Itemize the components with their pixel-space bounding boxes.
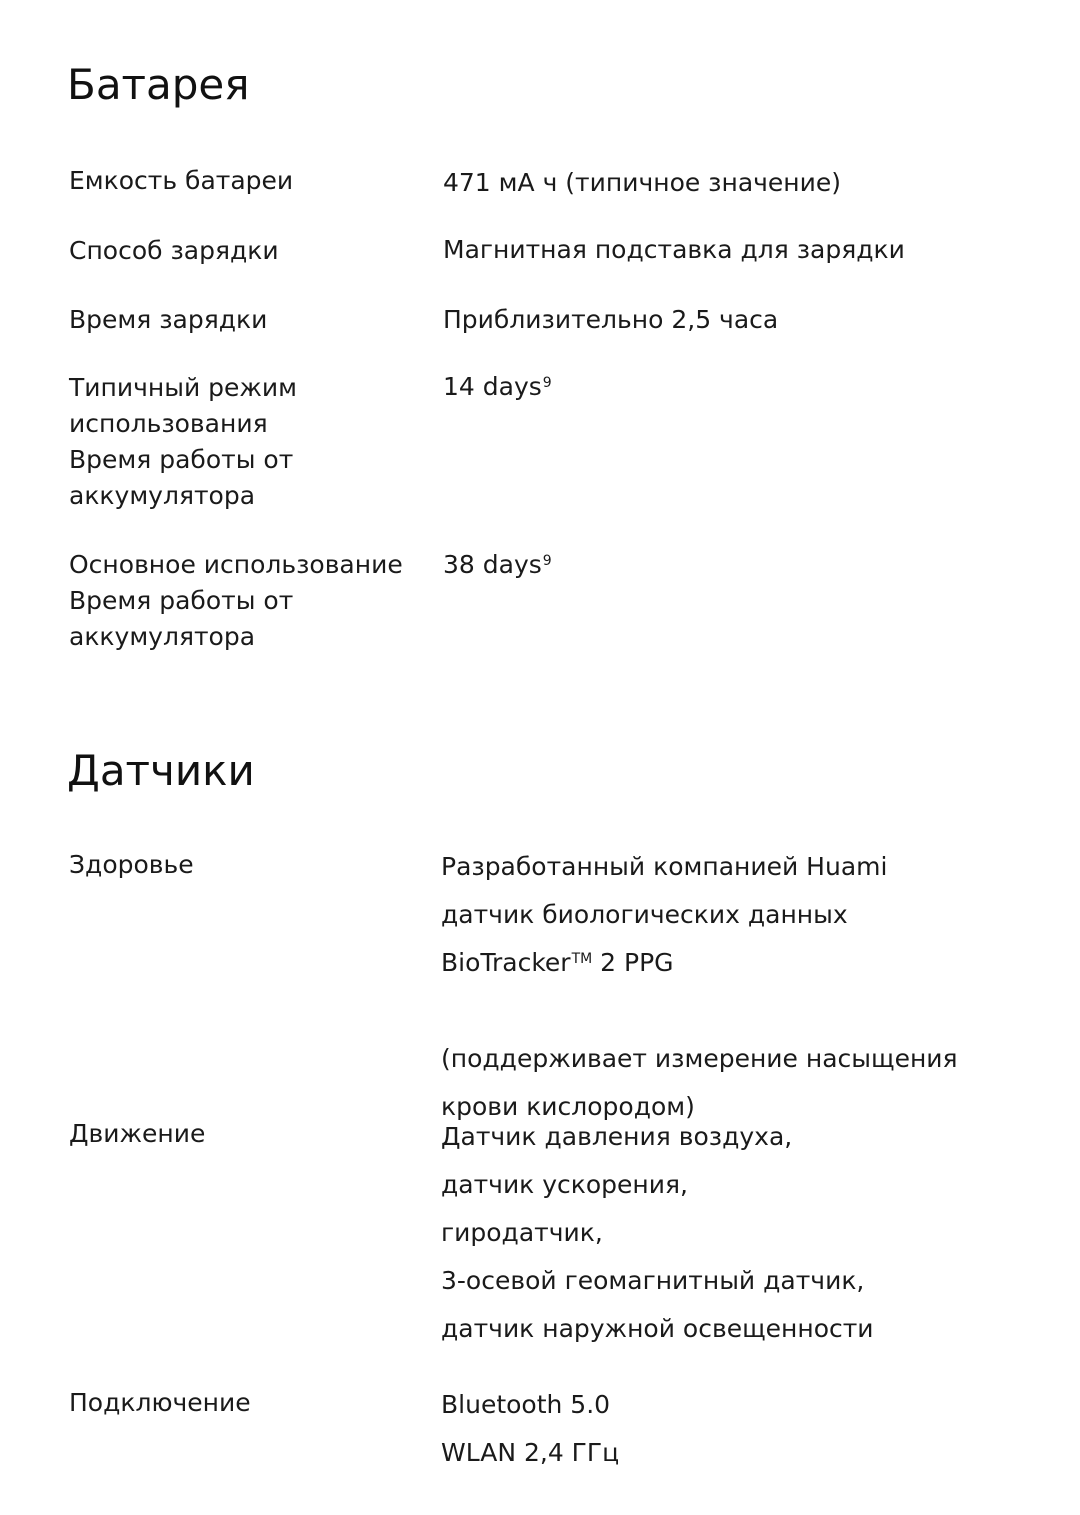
health-label: Здоровье	[69, 850, 194, 879]
charging-time-label: Время зарядки	[69, 305, 268, 334]
footnote-marker: 9	[542, 375, 552, 391]
charging-time-value: Приблизительно 2,5 часа	[443, 305, 779, 334]
sensors-heading: Датчики	[67, 746, 255, 795]
footnote-marker: 9	[542, 553, 552, 569]
motion-label: Движение	[69, 1119, 206, 1148]
charging-method-value: Магнитная подставка для зарядки	[443, 235, 905, 264]
battery-heading: Батарея	[67, 60, 250, 109]
health-value: Разработанный компанией Huami датчик биологических данных BioTracker™ 2 PPG (поддерживает измерение насыщения крови кислородом)	[441, 852, 958, 1121]
typical-usage-label: Типичный режим использования Время работы от аккумулятора	[69, 373, 298, 510]
connectivity-label: Подключение	[69, 1388, 251, 1417]
trademark-mark: TM	[571, 951, 593, 967]
basic-usage-label: Основное использование Время работы от аккумулятора	[69, 550, 403, 651]
charging-method-label: Способ зарядки	[69, 236, 279, 265]
typical-usage-value: 14 days$^9$	[443, 372, 552, 401]
battery-capacity-label: Емкость батареи	[69, 166, 294, 195]
basic-usage-value: 38 days$^9$	[443, 550, 552, 579]
battery-capacity-value: 471 мА ч (типичное значение)	[443, 168, 842, 197]
motion-value: Датчик давления воздуха, датчик ускорения, гиродатчик, 3-осевой геомагнитный датчик, датчик наружной освещенности	[441, 1122, 874, 1343]
connectivity-value: Bluetooth 5.0 WLAN 2,4 ГГц	[441, 1390, 620, 1467]
